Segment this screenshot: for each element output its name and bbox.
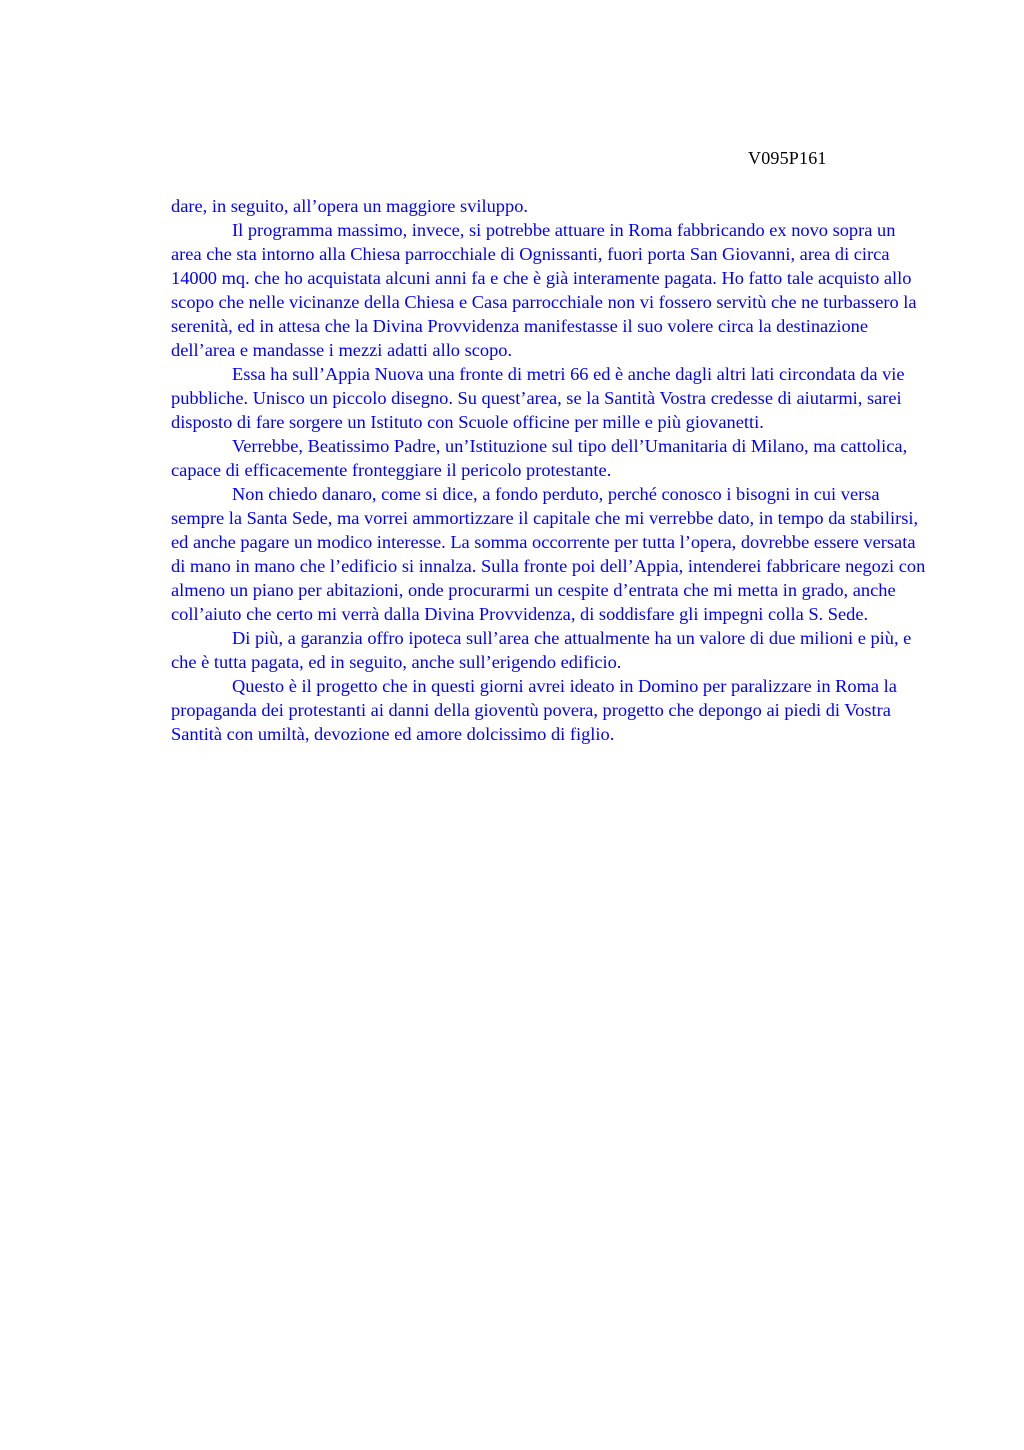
paragraph-appia-nuova: Essa ha sull’Appia Nuova una fronte di metri 66 ed è anche dagli altri lati circondata da vie pubbliche. Unisco un piccolo disegno. Su quest’area, se la Santità Vostra credesse di aiutarmi, sarei disposto di fare sorgere un Istituto con Scuole officine per mille e più giovanetti. <box>171 364 905 432</box>
paragraph-finanziamento: Non chiedo danaro, come si dice, a fondo perduto, perché conosco i bisogni in cui versa sempre la Santa Sede, ma vorrei ammortizzare il capitale che mi verrebbe dato, in tempo da stabilirsi, ed anche pagare un modico interesse. La somma occorrente per tutta l’opera, dovrebbe essere versata di mano in mano che l’edificio si innalza. Sulla fronte poi dell’Appia, intenderei fabbricare negozi con almeno un piano per abitazioni, onde procurarmi un cespite d’entrata che mi metta in grado, anche coll’aiuto che certo mi verrà dalla Divina Provvidenza, di soddisfare gli impegni colla S. Sede. <box>171 484 926 624</box>
page-reference-code: V095P161 <box>748 148 827 168</box>
paragraph-conclusione: Questo è il progetto che in questi giorni avrei ideato in Domino per paralizzare in Roma la propaganda dei protestanti ai danni della gioventù povera, progetto che depongo ai piedi di Vostra Santità con umiltà, devozione ed amore dolcissimo di figlio. <box>171 676 897 744</box>
paragraph-istituzione: Verrebbe, Beatissimo Padre, un’Istituzione sul tipo dell’Umanitaria di Milano, ma cattolica, capace di efficacemente fronteggiare il pericolo protestante. <box>171 436 908 480</box>
paragraph-garanzia: Di più, a garanzia offro ipoteca sull’area che attualmente ha un valore di due milioni e più, e che è tutta pagata, ed in seguito, anche sull’erigendo edificio. <box>171 628 912 672</box>
paragraph-continuation: dare, in seguito, all’opera un maggiore sviluppo. <box>171 196 528 216</box>
paragraph-programma-massimo: Il programma massimo, invece, si potrebbe attuare in Roma fabbricando ex novo sopra un area che sta intorno alla Chiesa parrocchiale di Ognissanti, fuori porta San Giovanni, area di circa 14000 mq. che ho acquistata alcuni anni fa e che è già interamente pagata. Ho fatto tale acquisto allo scopo che nelle vicinanze della Chiesa e Casa parrocchiale non vi fossero servitù che ne turbassero la serenità, ed in attesa che la Divina Provvidenza manifestasse il suo volere circa la destinazione dell’area e mandasse i mezzi adatti allo scopo. <box>171 220 917 360</box>
letter-body <box>171 194 927 746</box>
